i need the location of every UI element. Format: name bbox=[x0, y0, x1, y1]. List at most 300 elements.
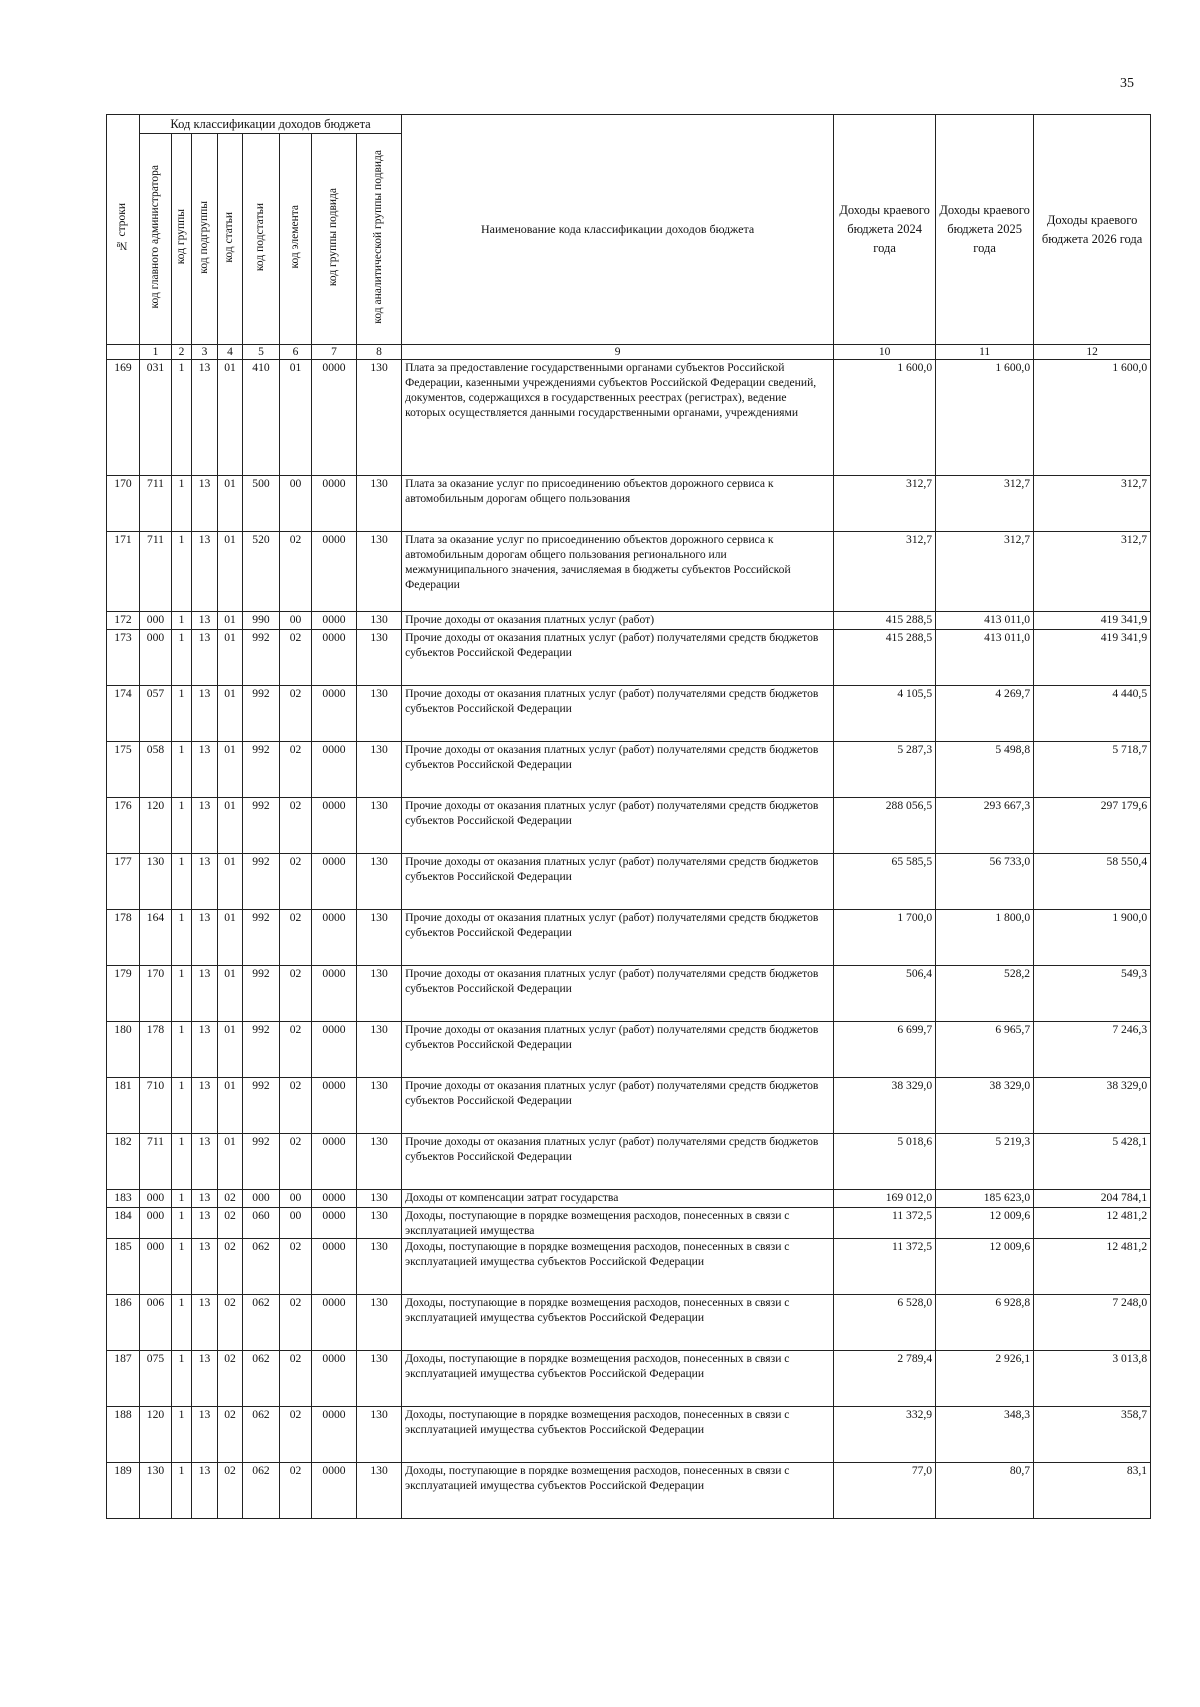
admin-code-cell: 000 bbox=[140, 1208, 172, 1239]
code-name-cell: Плата за оказание услуг по присоединению объектов дорожного сервиса к автомобильным дорогам общего пользования bbox=[402, 476, 834, 532]
header-element-code: код элемента bbox=[280, 134, 312, 345]
subtype-group-code-cell: 0000 bbox=[312, 1078, 357, 1134]
row-number-cell: 174 bbox=[107, 686, 140, 742]
revenue-2026-cell: 419 341,9 bbox=[1034, 630, 1151, 686]
revenue-2025-cell: 293 667,3 bbox=[936, 798, 1034, 854]
revenue-2024-cell: 11 372,5 bbox=[834, 1239, 936, 1295]
subarticle-code-cell: 520 bbox=[243, 532, 280, 612]
revenue-2024-cell: 6 528,0 bbox=[834, 1295, 936, 1351]
subtype-group-code-cell: 0000 bbox=[312, 1295, 357, 1351]
code-name-cell: Прочие доходы от оказания платных услуг (работ) получателями средств бюджетов субъектов Российской Федерации bbox=[402, 910, 834, 966]
subgroup-code-cell: 13 bbox=[192, 1078, 218, 1134]
article-code-cell: 02 bbox=[218, 1351, 243, 1407]
header-classification-code-group: Код классификации доходов бюджета bbox=[140, 115, 402, 134]
group-code-cell: 1 bbox=[172, 798, 192, 854]
revenue-2026-cell: 12 481,2 bbox=[1034, 1239, 1151, 1295]
revenue-2024-cell: 11 372,5 bbox=[834, 1208, 936, 1239]
group-code-cell: 1 bbox=[172, 1463, 192, 1519]
element-code-cell: 00 bbox=[280, 476, 312, 532]
table-row bbox=[107, 966, 1151, 1022]
subarticle-code-cell: 992 bbox=[243, 686, 280, 742]
subarticle-code-cell: 992 bbox=[243, 910, 280, 966]
subgroup-code-cell: 13 bbox=[192, 1208, 218, 1239]
row-number-cell: 179 bbox=[107, 966, 140, 1022]
table-body bbox=[107, 360, 1151, 1519]
subarticle-code-cell: 062 bbox=[243, 1239, 280, 1295]
admin-code-cell: 057 bbox=[140, 686, 172, 742]
revenue-2025-cell: 80,7 bbox=[936, 1463, 1034, 1519]
subarticle-code-cell: 992 bbox=[243, 966, 280, 1022]
code-name-cell: Прочие доходы от оказания платных услуг (работ) получателями средств бюджетов субъектов Российской Федерации bbox=[402, 1078, 834, 1134]
subtype-group-code-cell: 0000 bbox=[312, 1022, 357, 1078]
group-code-cell: 1 bbox=[172, 1022, 192, 1078]
row-number-cell: 187 bbox=[107, 1351, 140, 1407]
subgroup-code-cell: 13 bbox=[192, 476, 218, 532]
header-code-name: Наименование кода классификации доходов бюджета bbox=[402, 115, 834, 345]
article-code-cell: 01 bbox=[218, 1022, 243, 1078]
subgroup-code-cell: 13 bbox=[192, 686, 218, 742]
revenue-2024-cell: 1 600,0 bbox=[834, 360, 936, 476]
revenue-2026-cell: 1 600,0 bbox=[1034, 360, 1151, 476]
element-code-cell: 02 bbox=[280, 1134, 312, 1190]
subgroup-code-cell: 13 bbox=[192, 1407, 218, 1463]
revenue-2025-cell: 6 928,8 bbox=[936, 1295, 1034, 1351]
budget-revenue-table bbox=[106, 114, 1151, 1519]
revenue-2025-cell: 185 623,0 bbox=[936, 1190, 1034, 1208]
subgroup-code-cell: 13 bbox=[192, 798, 218, 854]
revenue-2026-cell: 5 428,1 bbox=[1034, 1134, 1151, 1190]
revenue-2024-cell: 65 585,5 bbox=[834, 854, 936, 910]
subgroup-code-cell: 13 bbox=[192, 910, 218, 966]
column-number: 4 bbox=[218, 345, 243, 360]
code-name-cell: Прочие доходы от оказания платных услуг (работ) получателями средств бюджетов субъектов Российской Федерации bbox=[402, 1022, 834, 1078]
subgroup-code-cell: 13 bbox=[192, 360, 218, 476]
admin-code-cell: 164 bbox=[140, 910, 172, 966]
row-number-cell: 169 bbox=[107, 360, 140, 476]
admin-code-cell: 006 bbox=[140, 1295, 172, 1351]
header-admin-code: код главного администратора bbox=[140, 134, 172, 345]
admin-code-cell: 711 bbox=[140, 1134, 172, 1190]
group-code-cell: 1 bbox=[172, 1208, 192, 1239]
subtype-group-code-cell: 0000 bbox=[312, 742, 357, 798]
revenue-2026-cell: 38 329,0 bbox=[1034, 1078, 1151, 1134]
element-code-cell: 00 bbox=[280, 1190, 312, 1208]
article-code-cell: 01 bbox=[218, 532, 243, 612]
revenue-2025-cell: 12 009,6 bbox=[936, 1208, 1034, 1239]
table-row bbox=[107, 1190, 1151, 1208]
admin-code-cell: 130 bbox=[140, 854, 172, 910]
subtype-group-code-cell: 0000 bbox=[312, 612, 357, 630]
revenue-2025-cell: 1 800,0 bbox=[936, 910, 1034, 966]
element-code-cell: 02 bbox=[280, 1239, 312, 1295]
table-row bbox=[107, 742, 1151, 798]
admin-code-cell: 031 bbox=[140, 360, 172, 476]
group-code-cell: 1 bbox=[172, 1078, 192, 1134]
element-code-cell: 02 bbox=[280, 798, 312, 854]
article-code-cell: 02 bbox=[218, 1295, 243, 1351]
revenue-2026-cell: 358,7 bbox=[1034, 1407, 1151, 1463]
header-group-code: код группы bbox=[172, 134, 192, 345]
code-name-cell: Прочие доходы от оказания платных услуг (работ) получателями средств бюджетов субъектов Российской Федерации bbox=[402, 854, 834, 910]
revenue-2026-cell: 3 013,8 bbox=[1034, 1351, 1151, 1407]
row-number-cell: 185 bbox=[107, 1239, 140, 1295]
revenue-2026-cell: 204 784,1 bbox=[1034, 1190, 1151, 1208]
header-revenue-2024: Доходы краевого бюджета 2024 года bbox=[834, 115, 936, 345]
column-number: 11 bbox=[936, 345, 1034, 360]
subarticle-code-cell: 992 bbox=[243, 1078, 280, 1134]
revenue-2024-cell: 506,4 bbox=[834, 966, 936, 1022]
revenue-2025-cell: 312,7 bbox=[936, 532, 1034, 612]
element-code-cell: 02 bbox=[280, 966, 312, 1022]
subarticle-code-cell: 992 bbox=[243, 1022, 280, 1078]
subarticle-code-cell: 992 bbox=[243, 854, 280, 910]
revenue-2026-cell: 419 341,9 bbox=[1034, 612, 1151, 630]
revenue-2025-cell: 56 733,0 bbox=[936, 854, 1034, 910]
header-article-code: код статьи bbox=[218, 134, 243, 345]
code-name-cell: Прочие доходы от оказания платных услуг (работ) bbox=[402, 612, 834, 630]
subtype-group-code-cell: 0000 bbox=[312, 1463, 357, 1519]
revenue-2025-cell: 348,3 bbox=[936, 1407, 1034, 1463]
subarticle-code-cell: 062 bbox=[243, 1463, 280, 1519]
admin-code-cell: 000 bbox=[140, 630, 172, 686]
table-row bbox=[107, 1239, 1151, 1295]
revenue-2024-cell: 38 329,0 bbox=[834, 1078, 936, 1134]
row-number-cell: 181 bbox=[107, 1078, 140, 1134]
admin-code-cell: 711 bbox=[140, 476, 172, 532]
column-number: 6 bbox=[280, 345, 312, 360]
group-code-cell: 1 bbox=[172, 532, 192, 612]
column-number: 3 bbox=[192, 345, 218, 360]
subtype-group-code-cell: 0000 bbox=[312, 1407, 357, 1463]
analytic-group-code-cell: 130 bbox=[357, 1134, 402, 1190]
table-row bbox=[107, 476, 1151, 532]
element-code-cell: 02 bbox=[280, 1351, 312, 1407]
revenue-2025-cell: 6 965,7 bbox=[936, 1022, 1034, 1078]
group-code-cell: 1 bbox=[172, 686, 192, 742]
revenue-2026-cell: 1 900,0 bbox=[1034, 910, 1151, 966]
revenue-2024-cell: 415 288,5 bbox=[834, 630, 936, 686]
element-code-cell: 02 bbox=[280, 1078, 312, 1134]
revenue-2026-cell: 297 179,6 bbox=[1034, 798, 1151, 854]
group-code-cell: 1 bbox=[172, 910, 192, 966]
analytic-group-code-cell: 130 bbox=[357, 612, 402, 630]
subgroup-code-cell: 13 bbox=[192, 532, 218, 612]
row-number-cell: 188 bbox=[107, 1407, 140, 1463]
table-row bbox=[107, 854, 1151, 910]
code-name-cell: Прочие доходы от оказания платных услуг (работ) получателями средств бюджетов субъектов Российской Федерации bbox=[402, 798, 834, 854]
article-code-cell: 01 bbox=[218, 476, 243, 532]
header-subgroup-code: код подгруппы bbox=[192, 134, 218, 345]
table-row bbox=[107, 910, 1151, 966]
revenue-2026-cell: 58 550,4 bbox=[1034, 854, 1151, 910]
article-code-cell: 01 bbox=[218, 1134, 243, 1190]
table-row bbox=[107, 1463, 1151, 1519]
article-code-cell: 02 bbox=[218, 1208, 243, 1239]
subgroup-code-cell: 13 bbox=[192, 1239, 218, 1295]
analytic-group-code-cell: 130 bbox=[357, 742, 402, 798]
subarticle-code-cell: 000 bbox=[243, 1190, 280, 1208]
admin-code-cell: 120 bbox=[140, 798, 172, 854]
table-row bbox=[107, 1295, 1151, 1351]
subtype-group-code-cell: 0000 bbox=[312, 630, 357, 686]
header-analytic-group-code: код аналитической группы подвида bbox=[357, 134, 402, 345]
code-name-cell: Доходы, поступающие в порядке возмещения расходов, понесенных в связи с эксплуатацией имущества bbox=[402, 1208, 834, 1239]
analytic-group-code-cell: 130 bbox=[357, 686, 402, 742]
revenue-2026-cell: 7 248,0 bbox=[1034, 1295, 1151, 1351]
group-code-cell: 1 bbox=[172, 1295, 192, 1351]
row-number-cell: 173 bbox=[107, 630, 140, 686]
column-number: 5 bbox=[243, 345, 280, 360]
admin-code-cell: 075 bbox=[140, 1351, 172, 1407]
table-row bbox=[107, 630, 1151, 686]
revenue-2025-cell: 312,7 bbox=[936, 476, 1034, 532]
analytic-group-code-cell: 130 bbox=[357, 630, 402, 686]
analytic-group-code-cell: 130 bbox=[357, 1351, 402, 1407]
table-row bbox=[107, 1208, 1151, 1239]
subgroup-code-cell: 13 bbox=[192, 1295, 218, 1351]
row-number-cell: 172 bbox=[107, 612, 140, 630]
code-name-cell: Прочие доходы от оказания платных услуг (работ) получателями средств бюджетов субъектов Российской Федерации bbox=[402, 742, 834, 798]
code-name-cell: Доходы от компенсации затрат государства bbox=[402, 1190, 834, 1208]
revenue-2024-cell: 4 105,5 bbox=[834, 686, 936, 742]
table-row bbox=[107, 686, 1151, 742]
subgroup-code-cell: 13 bbox=[192, 1022, 218, 1078]
revenue-2025-cell: 4 269,7 bbox=[936, 686, 1034, 742]
row-number-cell: 177 bbox=[107, 854, 140, 910]
subgroup-code-cell: 13 bbox=[192, 854, 218, 910]
row-number-cell: 186 bbox=[107, 1295, 140, 1351]
subtype-group-code-cell: 0000 bbox=[312, 1239, 357, 1295]
row-number-cell: 184 bbox=[107, 1208, 140, 1239]
element-code-cell: 02 bbox=[280, 1295, 312, 1351]
analytic-group-code-cell: 130 bbox=[357, 1208, 402, 1239]
subgroup-code-cell: 13 bbox=[192, 1351, 218, 1407]
analytic-group-code-cell: 130 bbox=[357, 532, 402, 612]
header-revenue-2026: Доходы краевого бюджета 2026 года bbox=[1034, 115, 1151, 345]
article-code-cell: 01 bbox=[218, 686, 243, 742]
revenue-2025-cell: 1 600,0 bbox=[936, 360, 1034, 476]
revenue-2024-cell: 2 789,4 bbox=[834, 1351, 936, 1407]
subtype-group-code-cell: 0000 bbox=[312, 798, 357, 854]
revenue-2024-cell: 77,0 bbox=[834, 1463, 936, 1519]
group-code-cell: 1 bbox=[172, 630, 192, 686]
revenue-2026-cell: 5 718,7 bbox=[1034, 742, 1151, 798]
group-code-cell: 1 bbox=[172, 1190, 192, 1208]
analytic-group-code-cell: 130 bbox=[357, 966, 402, 1022]
analytic-group-code-cell: 130 bbox=[357, 1190, 402, 1208]
group-code-cell: 1 bbox=[172, 360, 192, 476]
element-code-cell: 00 bbox=[280, 612, 312, 630]
subgroup-code-cell: 13 bbox=[192, 612, 218, 630]
header-revenue-2025: Доходы краевого бюджета 2025 года bbox=[936, 115, 1034, 345]
subgroup-code-cell: 13 bbox=[192, 1463, 218, 1519]
admin-code-cell: 710 bbox=[140, 1078, 172, 1134]
row-number-cell: 170 bbox=[107, 476, 140, 532]
column-number: 9 bbox=[402, 345, 834, 360]
analytic-group-code-cell: 130 bbox=[357, 476, 402, 532]
revenue-2026-cell: 7 246,3 bbox=[1034, 1022, 1151, 1078]
analytic-group-code-cell: 130 bbox=[357, 910, 402, 966]
article-code-cell: 01 bbox=[218, 360, 243, 476]
admin-code-cell: 000 bbox=[140, 612, 172, 630]
element-code-cell: 02 bbox=[280, 742, 312, 798]
column-number: 7 bbox=[312, 345, 357, 360]
group-code-cell: 1 bbox=[172, 1239, 192, 1295]
row-number-cell: 178 bbox=[107, 910, 140, 966]
element-code-cell: 02 bbox=[280, 686, 312, 742]
admin-code-cell: 000 bbox=[140, 1190, 172, 1208]
row-number-cell: 182 bbox=[107, 1134, 140, 1190]
subarticle-code-cell: 500 bbox=[243, 476, 280, 532]
article-code-cell: 02 bbox=[218, 1463, 243, 1519]
subarticle-code-cell: 992 bbox=[243, 798, 280, 854]
analytic-group-code-cell: 130 bbox=[357, 360, 402, 476]
group-code-cell: 1 bbox=[172, 1351, 192, 1407]
subarticle-code-cell: 410 bbox=[243, 360, 280, 476]
group-code-cell: 1 bbox=[172, 1134, 192, 1190]
subarticle-code-cell: 062 bbox=[243, 1407, 280, 1463]
code-name-cell: Прочие доходы от оказания платных услуг (работ) получателями средств бюджетов субъектов Российской Федерации bbox=[402, 630, 834, 686]
column-number: 10 bbox=[834, 345, 936, 360]
subtype-group-code-cell: 0000 bbox=[312, 1351, 357, 1407]
analytic-group-code-cell: 130 bbox=[357, 854, 402, 910]
column-number: 1 bbox=[140, 345, 172, 360]
code-name-cell: Доходы, поступающие в порядке возмещения расходов, понесенных в связи с эксплуатацией имущества субъектов Российской Федерации bbox=[402, 1295, 834, 1351]
revenue-2026-cell: 12 481,2 bbox=[1034, 1208, 1151, 1239]
article-code-cell: 01 bbox=[218, 612, 243, 630]
code-name-cell: Доходы, поступающие в порядке возмещения расходов, понесенных в связи с эксплуатацией имущества субъектов Российской Федерации bbox=[402, 1239, 834, 1295]
code-name-cell: Доходы, поступающие в порядке возмещения расходов, понесенных в связи с эксплуатацией имущества субъектов Российской Федерации bbox=[402, 1463, 834, 1519]
header-subarticle-code: код подстатьи bbox=[243, 134, 280, 345]
revenue-2024-cell: 169 012,0 bbox=[834, 1190, 936, 1208]
column-number: 8 bbox=[357, 345, 402, 360]
table-row bbox=[107, 1351, 1151, 1407]
row-number-cell: 171 bbox=[107, 532, 140, 612]
subtype-group-code-cell: 0000 bbox=[312, 910, 357, 966]
subarticle-code-cell: 060 bbox=[243, 1208, 280, 1239]
group-code-cell: 1 bbox=[172, 966, 192, 1022]
subarticle-code-cell: 992 bbox=[243, 742, 280, 798]
analytic-group-code-cell: 130 bbox=[357, 1239, 402, 1295]
subarticle-code-cell: 062 bbox=[243, 1351, 280, 1407]
element-code-cell: 02 bbox=[280, 532, 312, 612]
subtype-group-code-cell: 0000 bbox=[312, 1134, 357, 1190]
revenue-2024-cell: 5 018,6 bbox=[834, 1134, 936, 1190]
analytic-group-code-cell: 130 bbox=[357, 1407, 402, 1463]
group-code-cell: 1 bbox=[172, 1407, 192, 1463]
table-row bbox=[107, 612, 1151, 630]
subarticle-code-cell: 990 bbox=[243, 612, 280, 630]
admin-code-cell: 711 bbox=[140, 532, 172, 612]
revenue-2024-cell: 332,9 bbox=[834, 1407, 936, 1463]
admin-code-cell: 178 bbox=[140, 1022, 172, 1078]
article-code-cell: 02 bbox=[218, 1239, 243, 1295]
group-code-cell: 1 bbox=[172, 612, 192, 630]
revenue-2025-cell: 413 011,0 bbox=[936, 612, 1034, 630]
article-code-cell: 01 bbox=[218, 966, 243, 1022]
article-code-cell: 01 bbox=[218, 630, 243, 686]
subgroup-code-cell: 13 bbox=[192, 742, 218, 798]
article-code-cell: 01 bbox=[218, 1078, 243, 1134]
column-number: 12 bbox=[1034, 345, 1151, 360]
subgroup-code-cell: 13 bbox=[192, 1134, 218, 1190]
code-name-cell: Доходы, поступающие в порядке возмещения расходов, понесенных в связи с эксплуатацией имущества субъектов Российской Федерации bbox=[402, 1407, 834, 1463]
analytic-group-code-cell: 130 bbox=[357, 1295, 402, 1351]
subtype-group-code-cell: 0000 bbox=[312, 1208, 357, 1239]
revenue-2026-cell: 312,7 bbox=[1034, 532, 1151, 612]
header-subtype-group-code: код группы подвида bbox=[312, 134, 357, 345]
revenue-2025-cell: 2 926,1 bbox=[936, 1351, 1034, 1407]
subgroup-code-cell: 13 bbox=[192, 966, 218, 1022]
admin-code-cell: 058 bbox=[140, 742, 172, 798]
table-row bbox=[107, 1022, 1151, 1078]
subarticle-code-cell: 992 bbox=[243, 1134, 280, 1190]
subtype-group-code-cell: 0000 bbox=[312, 1190, 357, 1208]
group-code-cell: 1 bbox=[172, 476, 192, 532]
code-name-cell: Прочие доходы от оказания платных услуг (работ) получателями средств бюджетов субъектов Российской Федерации bbox=[402, 686, 834, 742]
admin-code-cell: 120 bbox=[140, 1407, 172, 1463]
subtype-group-code-cell: 0000 bbox=[312, 686, 357, 742]
revenue-2024-cell: 5 287,3 bbox=[834, 742, 936, 798]
analytic-group-code-cell: 130 bbox=[357, 798, 402, 854]
table-row bbox=[107, 1078, 1151, 1134]
row-number-cell: 175 bbox=[107, 742, 140, 798]
code-name-cell: Доходы, поступающие в порядке возмещения расходов, понесенных в связи с эксплуатацией имущества субъектов Российской Федерации bbox=[402, 1351, 834, 1407]
revenue-2024-cell: 415 288,5 bbox=[834, 612, 936, 630]
article-code-cell: 01 bbox=[218, 854, 243, 910]
revenue-2024-cell: 312,7 bbox=[834, 532, 936, 612]
code-name-cell: Плата за предоставление государственными органами субъектов Российской Федерации, казенными учреждениями субъектов Российской Федерации сведений, документов, содержащихся в государственных реестрах (регистрах), ведение которых осуществляется данными государственными органами, учреждениями bbox=[402, 360, 834, 476]
element-code-cell: 02 bbox=[280, 854, 312, 910]
subtype-group-code-cell: 0000 bbox=[312, 966, 357, 1022]
admin-code-cell: 170 bbox=[140, 966, 172, 1022]
admin-code-cell: 000 bbox=[140, 1239, 172, 1295]
table-row bbox=[107, 1407, 1151, 1463]
article-code-cell: 01 bbox=[218, 742, 243, 798]
element-code-cell: 01 bbox=[280, 360, 312, 476]
column-number-row bbox=[107, 345, 1151, 360]
element-code-cell: 02 bbox=[280, 1463, 312, 1519]
revenue-2024-cell: 312,7 bbox=[834, 476, 936, 532]
element-code-cell: 02 bbox=[280, 1407, 312, 1463]
page-number: 35 bbox=[1120, 76, 1134, 91]
revenue-2024-cell: 1 700,0 bbox=[834, 910, 936, 966]
revenue-2025-cell: 528,2 bbox=[936, 966, 1034, 1022]
element-code-cell: 02 bbox=[280, 910, 312, 966]
table-row bbox=[107, 798, 1151, 854]
code-name-cell: Плата за оказание услуг по присоединению объектов дорожного сервиса к автомобильным дорогам общего пользования регионального или межмуниципального значения, зачисляемая в бюджеты субъектов Российской Федерации bbox=[402, 532, 834, 612]
revenue-2025-cell: 12 009,6 bbox=[936, 1239, 1034, 1295]
revenue-2025-cell: 5 498,8 bbox=[936, 742, 1034, 798]
revenue-2026-cell: 312,7 bbox=[1034, 476, 1151, 532]
article-code-cell: 01 bbox=[218, 798, 243, 854]
group-code-cell: 1 bbox=[172, 742, 192, 798]
element-code-cell: 02 bbox=[280, 630, 312, 686]
revenue-2025-cell: 38 329,0 bbox=[936, 1078, 1034, 1134]
group-code-cell: 1 bbox=[172, 854, 192, 910]
article-code-cell: 02 bbox=[218, 1190, 243, 1208]
code-name-cell: Прочие доходы от оказания платных услуг (работ) получателями средств бюджетов субъектов Российской Федерации bbox=[402, 1134, 834, 1190]
code-name-cell: Прочие доходы от оказания платных услуг (работ) получателями средств бюджетов субъектов Российской Федерации bbox=[402, 966, 834, 1022]
subgroup-code-cell: 13 bbox=[192, 1190, 218, 1208]
column-number bbox=[107, 345, 140, 360]
revenue-2026-cell: 83,1 bbox=[1034, 1463, 1151, 1519]
table-row bbox=[107, 1134, 1151, 1190]
subgroup-code-cell: 13 bbox=[192, 630, 218, 686]
row-number-cell: 176 bbox=[107, 798, 140, 854]
revenue-2026-cell: 4 440,5 bbox=[1034, 686, 1151, 742]
column-number: 2 bbox=[172, 345, 192, 360]
